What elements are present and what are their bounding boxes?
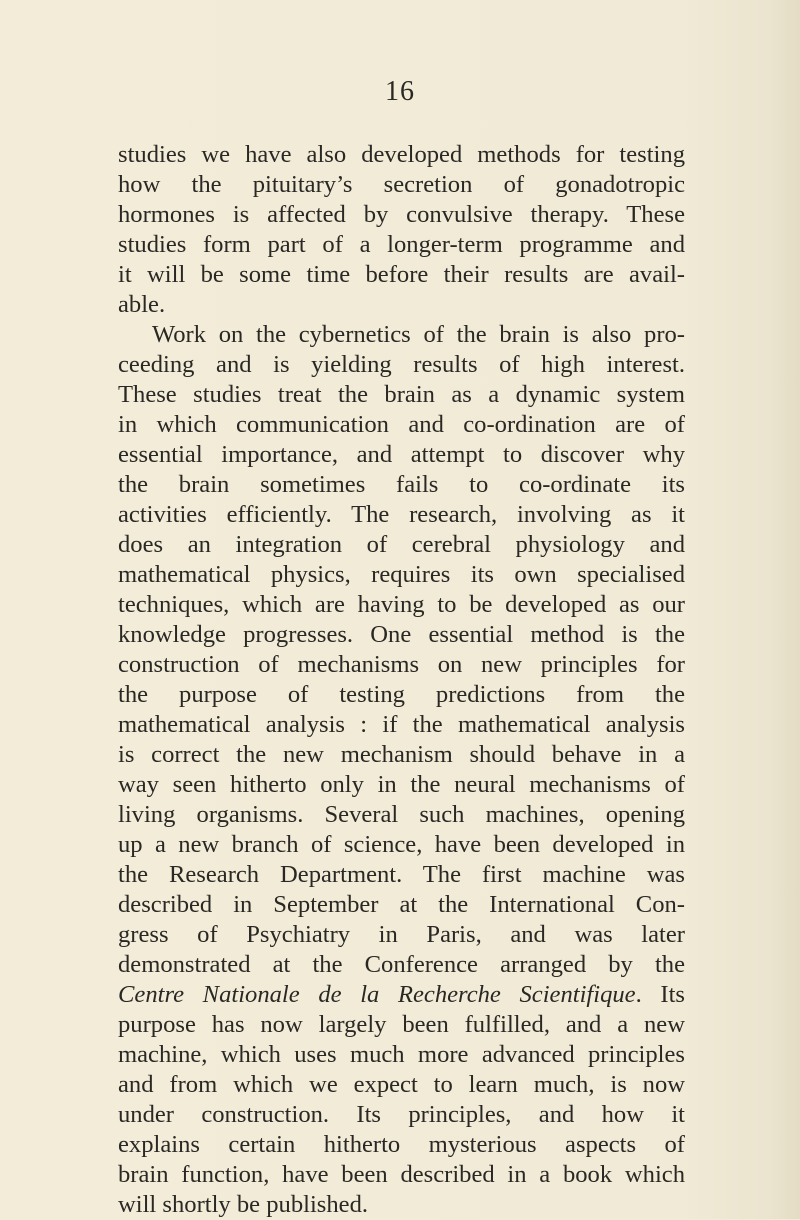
text-line: able. bbox=[118, 291, 166, 318]
text-line: construction of mechanisms on new principles for bbox=[118, 651, 685, 678]
text-line: the brain sometimes fails to co-ordinate its bbox=[118, 471, 685, 498]
italic-title: Centre Nationale de la Recherche Scientifique bbox=[118, 981, 636, 1008]
text-line: brain function, have been described in a book which bbox=[118, 1161, 685, 1188]
text-line: will shortly be published. bbox=[118, 1191, 369, 1218]
text-line: studies we have also developed methods for testing bbox=[118, 141, 685, 168]
text-line: it will be some time before their results are avail- bbox=[118, 261, 685, 288]
text-line: demonstrated at the Conference arranged by the bbox=[118, 951, 685, 978]
text-line: mathematical physics, requires its own specialised bbox=[118, 561, 685, 588]
text-line: These studies treat the brain as a dynamic system bbox=[118, 381, 685, 408]
paragraph-1 bbox=[118, 140, 685, 320]
text-line: and from which we expect to learn much, is now bbox=[118, 1071, 685, 1098]
text-line: studies form part of a longer-term programme and bbox=[118, 231, 685, 258]
text-line: in which communication and co-ordination are of bbox=[118, 411, 685, 438]
text-line-italic bbox=[118, 980, 685, 1010]
text-line: the purpose of testing predictions from the bbox=[118, 681, 685, 708]
body-text bbox=[118, 140, 685, 1220]
text-line: techniques, which are having to be developed as our bbox=[118, 591, 685, 618]
text-line: gress of Psychiatry in Paris, and was later bbox=[118, 921, 685, 948]
text-line: described in September at the International Con- bbox=[118, 891, 685, 918]
text-line: the Research Department. The first machine was bbox=[118, 861, 685, 888]
text-line: how the pituitary’s secretion of gonadotropic bbox=[118, 171, 685, 198]
paragraph-2 bbox=[118, 320, 685, 1220]
text-line: hormones is affected by convulsive therapy. These bbox=[118, 201, 685, 228]
text-line: ceeding and is yielding results of high interest. bbox=[118, 351, 685, 378]
text-line: up a new branch of science, have been developed in bbox=[118, 831, 685, 858]
page-number: 16 bbox=[385, 76, 415, 107]
italic-title-trailer: . Its bbox=[635, 981, 686, 1008]
text-line: machine, which uses much more advanced principles bbox=[118, 1041, 685, 1068]
text-line: living organisms. Several such machines, opening bbox=[118, 801, 685, 828]
text-line: way seen hitherto only in the neural mechanisms of bbox=[118, 771, 685, 798]
text-line: mathematical analysis : if the mathematical analysis bbox=[118, 711, 685, 738]
text-line: does an integration of cerebral physiology and bbox=[118, 531, 685, 558]
text-line: explains certain hitherto mysterious aspects of bbox=[118, 1131, 685, 1158]
text-line: under construction. Its principles, and how it bbox=[118, 1101, 685, 1128]
text-line: Work on the cybernetics of the brain is also pro- bbox=[152, 321, 685, 348]
text-line: essential importance, and attempt to discover why bbox=[118, 441, 685, 468]
text-line: is correct the new mechanism should behave in a bbox=[118, 741, 685, 768]
text-line: knowledge progresses. One essential method is the bbox=[118, 621, 685, 648]
text-line: purpose has now largely been fulfilled, and a new bbox=[118, 1011, 685, 1038]
text-line: activities efficiently. The research, involving as it bbox=[118, 501, 685, 528]
